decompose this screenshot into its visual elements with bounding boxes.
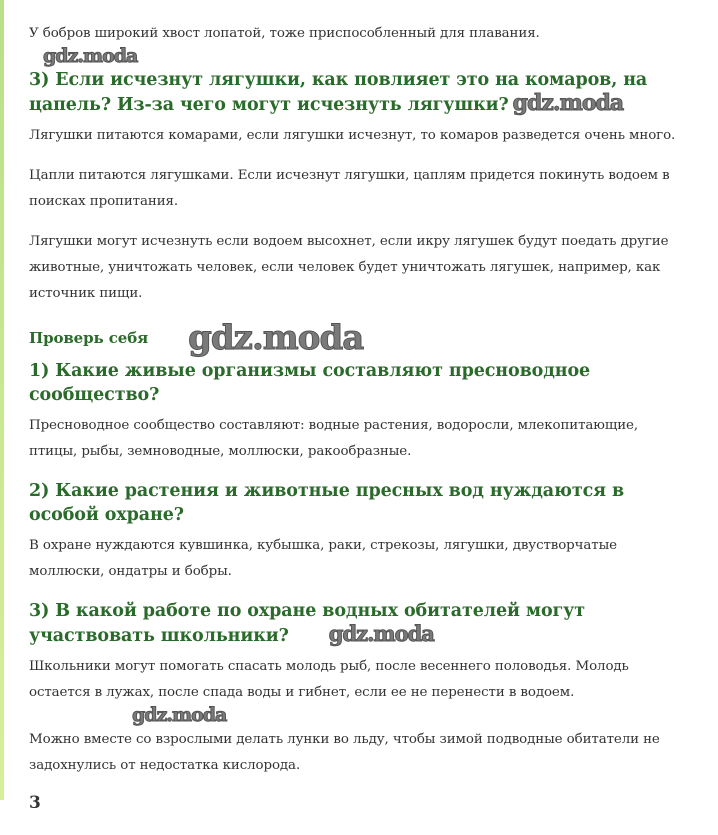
heading-check-yourself: Проверь себя: [29, 329, 149, 347]
article-content: [29, 21, 689, 813]
paragraph-answer: Пресноводное сообщество составляют: водные растения, водоросли, млекопитающие, птицы, рыбы, земноводные, моллюски, ракообразные.: [29, 418, 639, 459]
heading-question-3-wrapper: [29, 68, 689, 117]
watermark: gdz.moda: [188, 318, 364, 358]
paragraph-answer: Можно вместе со взрослыми делать лунки во льду, чтобы зимой подводные обитатели не задохнулись от недостатка кислорода.: [29, 732, 660, 773]
heading-check-question-3: 3) В какой работе по охране водных обитателей могут участвовать школьники?: [29, 601, 586, 646]
paragraph-answer: В охране нуждаются кувшинка, кубышка, раки, стрекозы, лягушки, двустворчатые моллюски, ондатры и бобры.: [29, 538, 617, 579]
heading-question-3: 3) Если исчезнут лягушки, как повлияет это на комаров, на цапель? Из-за чего могут исчезнуть лягушки?: [29, 70, 648, 115]
watermark: gdz.moda: [132, 704, 227, 726]
paragraph-answer: Лягушки питаются комарами, если лягушки исчезнут, то комаров разведется очень много.: [29, 128, 676, 143]
heading-check-question-3-wrapper: [29, 599, 689, 648]
check-yourself-row: [29, 318, 689, 358]
heading-check-question-1: 1) Какие живые организмы составляют пресноводное сообщество?: [29, 361, 591, 405]
watermark: gdz.moda: [328, 621, 434, 646]
paragraph-answer: Школьники могут помогать спасать молодь рыб, после весеннего половодья. Молодь остается в лужах, после спада воды и гибнет, если ее не перенести в водоем.: [29, 659, 629, 700]
paragraph-answer: Лягушки могут исчезнуть если водоем высохнет, если икру лягушек будут поедать другие животные, уничтожать человек, если человек будет уничтожать лягушек, например, как источник пищи.: [29, 234, 669, 301]
watermark: gdz.moda: [43, 45, 138, 67]
paragraph-answer: Цапли питаются лягушками. Если исчезнут лягушки, цаплям придется покинуть водоем в поисках пропитания.: [29, 168, 670, 209]
heading-check-question-2: 2) Какие растения и животные пресных вод нуждаются в особой охране?: [29, 481, 625, 525]
heading-cut-off: 3: [29, 793, 41, 813]
paragraph-beavers: У бобров широкий хвост лопатой, тоже приспособленный для плавания.: [29, 26, 540, 41]
watermark: gdz.moda: [512, 90, 624, 116]
left-border: [0, 0, 4, 800]
